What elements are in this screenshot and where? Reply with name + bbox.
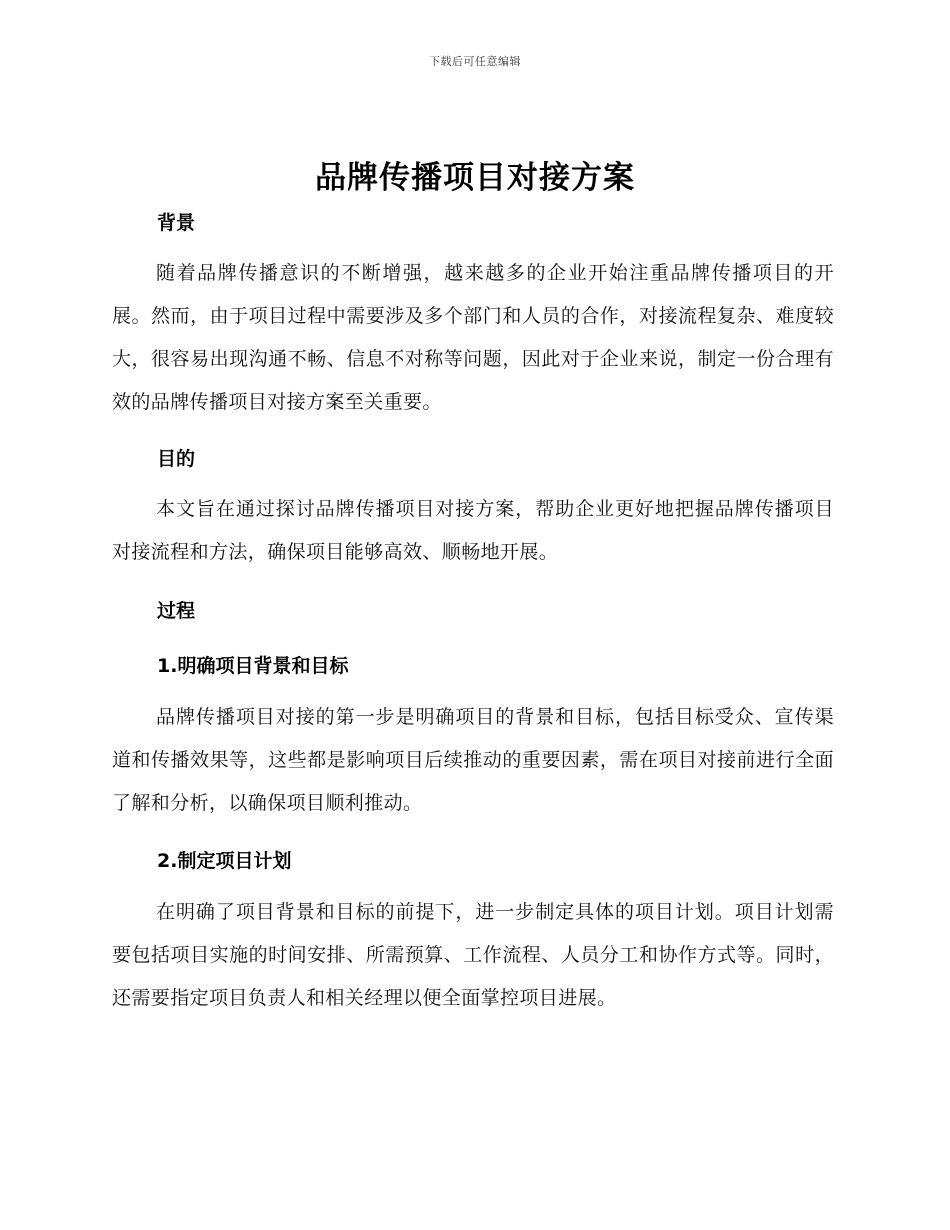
header-note: 下载后可任意编辑	[429, 55, 521, 68]
section-heading-purpose: 目的	[157, 448, 196, 470]
section-heading-process: 过程	[157, 600, 196, 622]
paragraph-purpose: 本文旨在通过探讨品牌传播项目对接方案，帮助企业更好地把握品牌传播项目对接流程和方法，确保项目能够高效、顺畅地开展。	[112, 498, 834, 563]
paragraph-step1: 品牌传播项目对接的第一步是明确项目的背景和目标，包括目标受众、宣传渠道和传播效果等，这些都是影响项目后续推动的重要因素，需在项目对接前进行全面了解和分析，以确保项目顺利推动。	[112, 706, 834, 814]
paragraph-background: 随着品牌传播意识的不断增强，越来越多的企业开始注重品牌传播项目的开展。然而，由于项目过程中需要涉及多个部门和人员的合作，对接流程复杂、难度较大，很容易出现沟通不畅、信息不对称等问题，因此对于企业来说，制定一份合理有效的品牌传播项目对接方案至关重要。	[112, 262, 834, 413]
subsection-heading-step1: 1.明确项目背景和目标	[157, 655, 349, 677]
subsection-heading-step2: 2.制定项目计划	[157, 850, 292, 872]
document-title: 品牌传播项目对接方案	[315, 160, 635, 196]
paragraph-step2: 在明确了项目背景和目标的前提下，进一步制定具体的项目计划。项目计划需要包括项目实施的时间安排、所需预算、工作流程、人员分工和协作方式等。同时，还需要指定项目负责人和相关经理以便全面掌控项目进展。	[112, 901, 834, 1009]
section-heading-background: 背景	[157, 212, 196, 234]
